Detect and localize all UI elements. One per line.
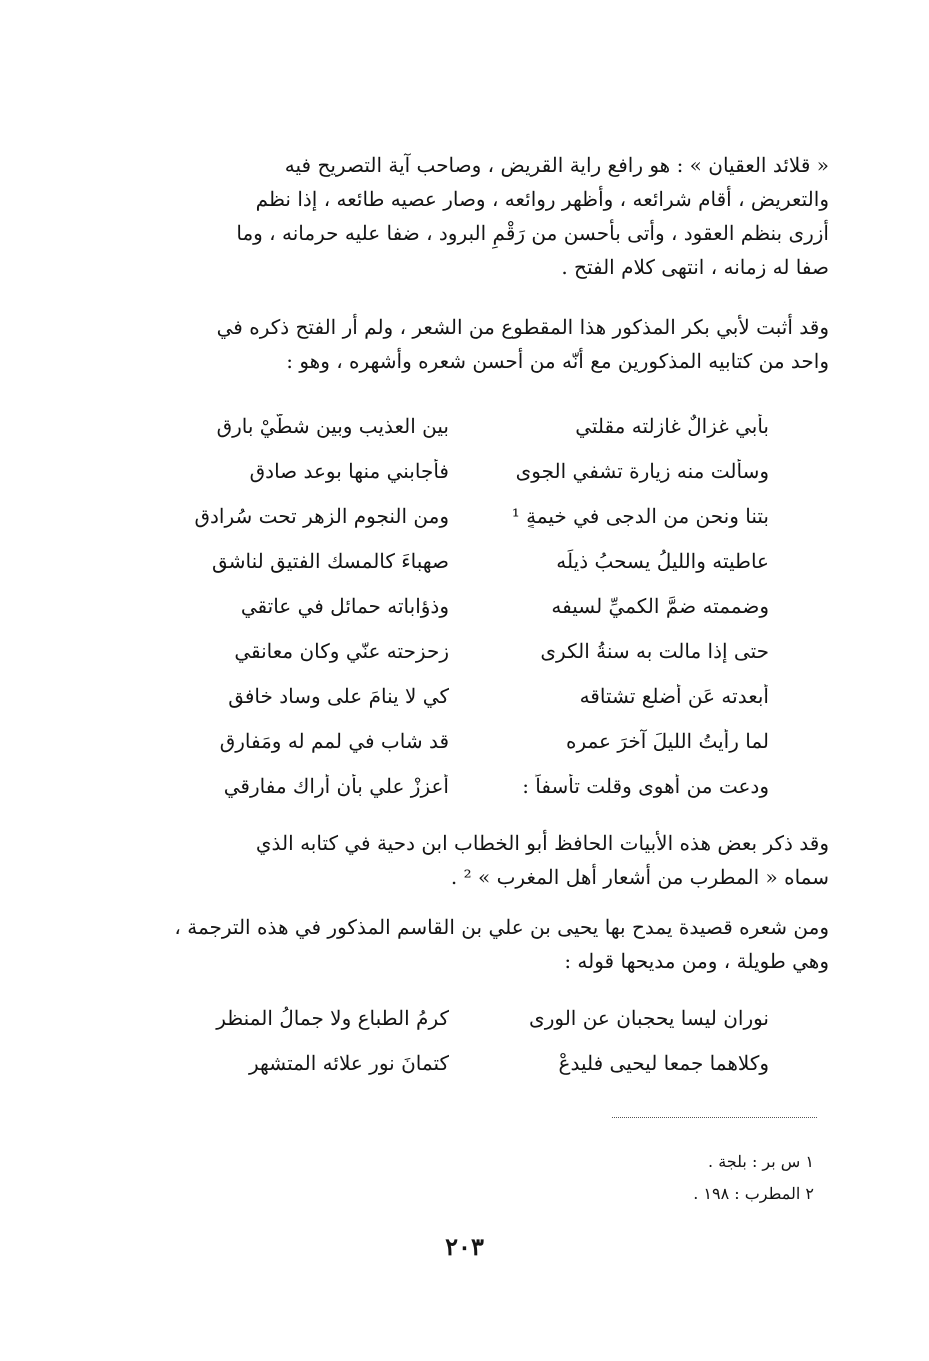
verse-line — [169, 673, 769, 718]
page-number: ٢٠٣ — [445, 1232, 484, 1261]
first-hemistich: وكلاهما جمعا ليحيى فليدعْ — [558, 1050, 769, 1075]
paragraph-intro-poem — [129, 310, 829, 378]
verse-line — [169, 628, 769, 673]
text-line: وقد أثبت لأبي بكر المذكور هذا المقطوع من الشعر ، ولم أر الفتح ذكره في — [216, 315, 829, 339]
footnote: ٢ المطرب : ١٩٨ . — [693, 1184, 814, 1203]
verse-line — [169, 493, 769, 538]
verse-line — [169, 538, 769, 583]
second-hemistich: كي لا ينامَ على وساد خافق — [228, 683, 449, 708]
second-hemistich: كتمانَ نورِ علائه المتشهر — [248, 1050, 449, 1075]
first-hemistich: وضممته ضمَّ الكميِّ لسيفه — [551, 593, 769, 618]
verse-line — [169, 403, 769, 448]
text-line: والتعريض ، أقام شرائعه ، وأظهر روائعه ، وصار عصيه طائعه ، إذا نظم — [255, 187, 829, 211]
paragraph-qasida-intro — [129, 910, 829, 978]
first-hemistich: بتنا ونحن من الدجى في خيمةٍ ¹ — [511, 503, 769, 528]
text-line: سماه « المطرب من أشعار أهل المغرب » ² . — [450, 865, 829, 889]
second-hemistich: قد شاب في لمم له ومَفارق — [219, 728, 449, 753]
verse-line — [169, 448, 769, 493]
first-hemistich: أبعدته عَن أضلع تشتاقه — [579, 683, 769, 708]
text-line: واحد من كتابيه المذكورين مع أنّه من أحسن شعره وأشهره ، وهو : — [286, 349, 829, 373]
second-hemistich: أعززْ علي بأن أراك مفارقي — [223, 773, 449, 798]
first-hemistich: عاطيته والليلُ يسحبُ ذيلَه — [556, 548, 769, 573]
text-line: ومن شعره قصيدة يمدح بها يحيى بن علي بن القاسم المذكور في هذه الترجمة ، — [174, 915, 829, 939]
footnote-divider — [612, 1117, 817, 1118]
first-hemistich: حتى إذا مالت به سنةُ الكرى — [540, 638, 769, 663]
verse-line — [169, 995, 769, 1040]
verse-line — [169, 583, 769, 628]
footnote: ١ س بر : بلجة . — [708, 1152, 814, 1171]
text-line: وقد ذكر بعض هذه الأبيات الحافظ أبو الخطاب ابن دحية في كتابه الذي — [255, 831, 829, 855]
verse-line — [169, 763, 769, 808]
verse-line — [169, 1040, 769, 1085]
second-hemistich: كرمُ الطباع ولا جمالُ المنظرِ — [216, 1005, 449, 1030]
poem-second — [169, 995, 769, 1085]
second-hemistich: ومن النجوم الزهر تحت سُرادق — [194, 503, 449, 528]
second-hemistich: وذؤاباته حمائل في عاتقي — [240, 593, 449, 618]
paragraph-ibn-dihya — [129, 826, 829, 894]
text-line: وهي طويلة ، ومن مديحها قوله : — [564, 949, 829, 973]
first-hemistich: ودعت من أهوى وقلت تأسفاً : — [522, 773, 769, 798]
poem-first — [169, 403, 769, 808]
first-hemistich: بأبي غزالٌ غازلته مقلتي — [575, 413, 769, 438]
text-line: صفا له زمانه ، انتهى كلام الفتح . — [561, 255, 829, 279]
first-hemistich: نوران ليسا يحجبان عن الورى — [529, 1005, 769, 1030]
text-line: « قلائد العقيان » : هو رافع راية القريض ، وصاحب آية التصريح فيه — [284, 153, 829, 177]
second-hemistich: بين العذيب وبين شطّيْ بارقِ — [216, 413, 449, 438]
second-hemistich: فأجابني منها بوعد صادق — [249, 458, 449, 483]
first-hemistich: وسألت منه زيارة تشفي الجوى — [515, 458, 769, 483]
text-line: أزرى بنظم العقود ، وأتى بأحسن من رَقْمِ البرود ، ضفا عليه حرمانه ، وما — [236, 221, 829, 245]
paragraph-quote — [129, 148, 829, 284]
second-hemistich: صهباءَ كالمسك الفتيق لناشق — [212, 548, 449, 573]
verse-line — [169, 718, 769, 763]
first-hemistich: لما رأيتُ الليلَ آخرَ عمره — [565, 728, 769, 753]
second-hemistich: زحزحته عنّي وكان معانقي — [234, 638, 449, 663]
